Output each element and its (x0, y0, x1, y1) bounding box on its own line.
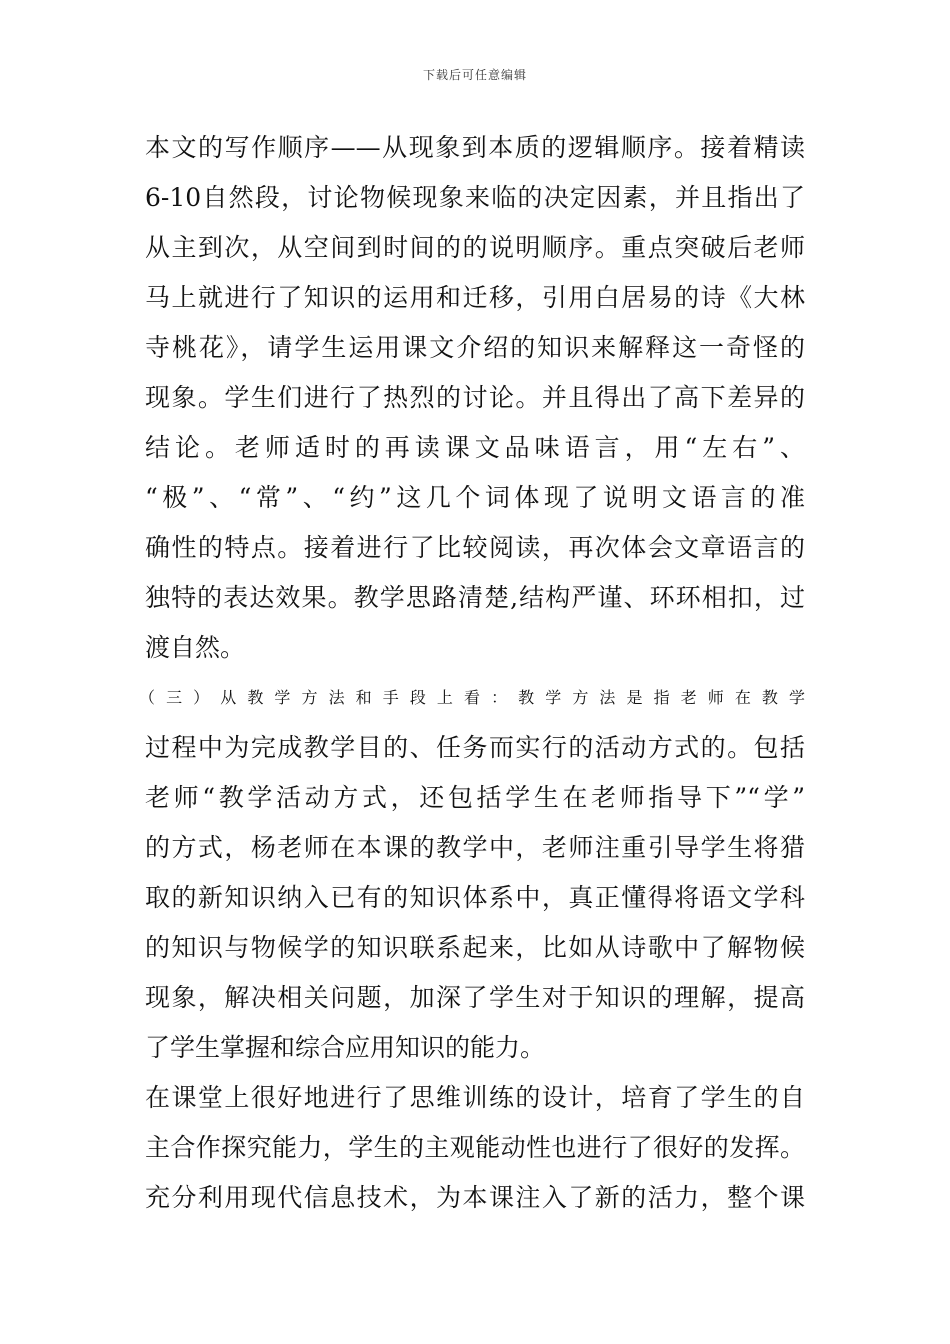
page-header: 下载后可任意编辑 (422, 68, 527, 82)
text-line: 现象，解决相关问题，加深了学生对于知识的理解，提高 (145, 983, 805, 1012)
text-line: 取的新知识纳入已有的知识体系中，真正懂得将语文学科 (145, 883, 805, 912)
text-line: 了学生掌握和综合应用知识的能力。 (145, 1033, 546, 1062)
text-line: 6-10自然段，讨论物候现象来临的决定因素，并且指出了 (145, 183, 805, 212)
text-line: 确性的特点。接着进行了比较阅读，再次体会文章语言的 (145, 533, 805, 562)
section-heading-line: （三）从教学方法和手段上看：教学方法是指老师在教学 (139, 688, 805, 707)
text-line: 结论。老师适时的再读课文品味语言，用“左右”、 (145, 433, 805, 462)
document-body (139, 123, 805, 1223)
text-line: 的知识与物候学的知识联系起来，比如从诗歌中了解物候 (145, 933, 805, 962)
text-line: 独特的表达效果。教学思路清楚,结构严谨、环环相扣，过 (145, 583, 805, 612)
text-line: 本文的写作顺序——从现象到本质的逻辑顺序。接着精读 (145, 133, 805, 162)
text-line: 过程中为完成教学目的、任务而实行的活动方式的。包括 (145, 733, 805, 762)
text-line: 的方式，杨老师在本课的教学中，老师注重引导学生将猎 (145, 833, 805, 862)
text-line: 寺桃花》，请学生运用课文介绍的知识来解释这一奇怪的 (145, 333, 805, 362)
text-line: 老师“教学活动方式，还包括学生在老师指导下”“学” (145, 783, 805, 812)
text-line: “极”、“常”、“约”这几个词体现了说明文语言的准 (145, 483, 805, 512)
text-line: 现象。学生们进行了热烈的讨论。并且得出了高下差异的 (145, 383, 805, 412)
text-line: 充分利用现代信息技术，为本课注入了新的活力，整个课 (145, 1183, 805, 1212)
text-line: 在课堂上很好地进行了思维训练的设计，培育了学生的自 (145, 1083, 805, 1112)
text-line: 主合作探究能力，学生的主观能动性也进行了很好的发挥。 (145, 1133, 805, 1162)
text-line: 从主到次，从空间到时间的的说明顺序。重点突破后老师 (145, 233, 805, 262)
text-line: 渡自然。 (145, 633, 246, 662)
text-line: 马上就进行了知识的运用和迁移，引用白居易的诗《大林 (145, 283, 805, 312)
